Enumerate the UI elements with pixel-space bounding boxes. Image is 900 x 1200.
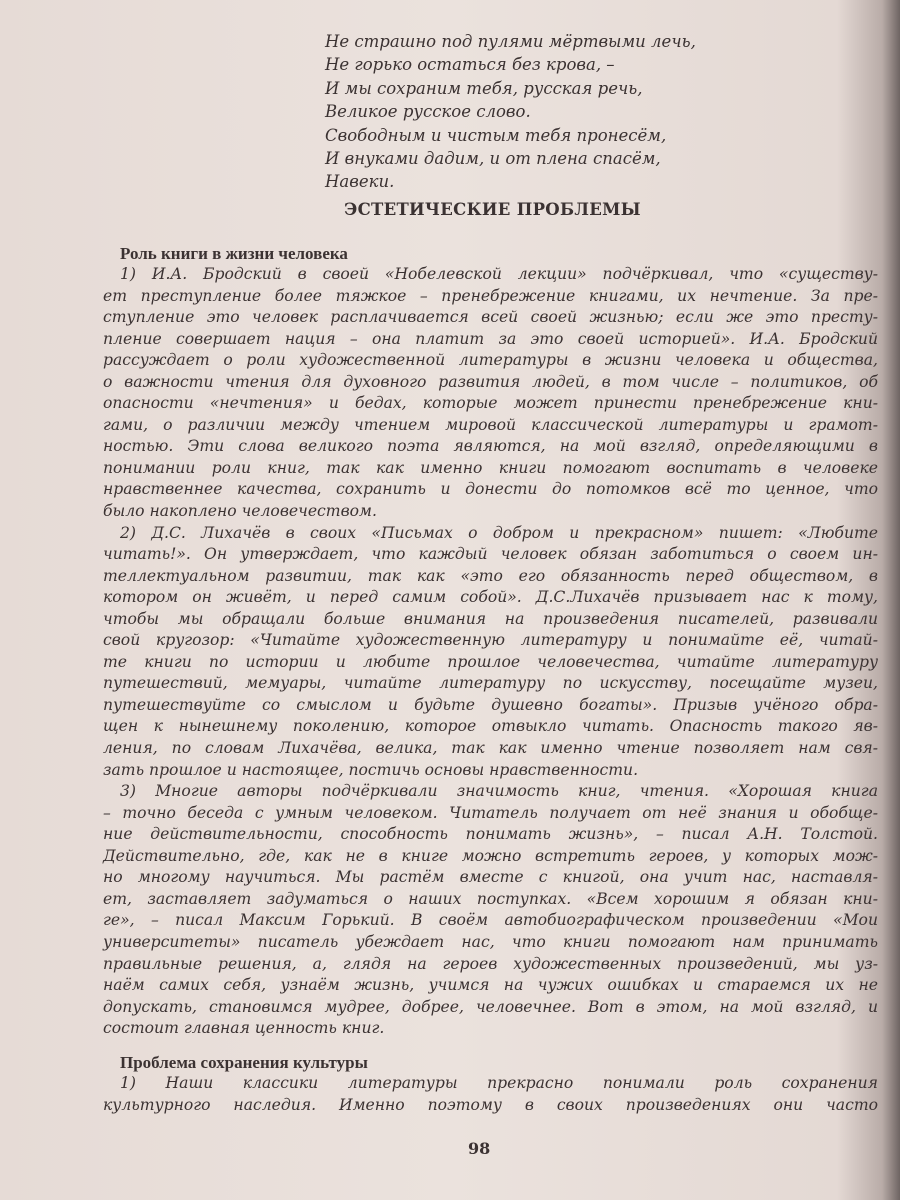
text-line: понимании роли книг, так как именно книги помогают воспитать в человеке bbox=[103, 458, 878, 477]
section-title: ЭСТЕТИЧЕСКИЕ ПРОБЛЕМЫ bbox=[344, 200, 641, 219]
text-line: ления, по словам Лихачёва, велика, так как именно чтение позволяет нам свя- bbox=[103, 739, 878, 758]
text-line: было накоплено человечеством. bbox=[103, 502, 377, 521]
text-line: гами, о различии между чтением мировой классической литературы и грамот- bbox=[103, 415, 878, 434]
text-line: нравственнее качества, сохранить и донести до потомков всё то ценное, что bbox=[103, 480, 878, 499]
poem-line: Не страшно под пулями мёртвыми лечь, bbox=[325, 32, 696, 51]
text-line: путешествий, мемуары, читайте литературу по искусству, посещайте музеи, bbox=[103, 674, 878, 693]
page-number: 98 bbox=[468, 1139, 491, 1158]
text-line: пление совершает нация – она платит за это своей историей». И.А. Бродский bbox=[103, 329, 878, 348]
text-line: путешествуйте со смыслом и будьте душевно богаты». Призыв учёного обра- bbox=[103, 695, 878, 714]
topic-title-culture: Проблема сохранения культуры bbox=[120, 1053, 368, 1072]
paragraph bbox=[103, 264, 878, 523]
text-line: состоит главная ценность книг. bbox=[103, 1019, 385, 1038]
text-line: университеты» писатель убеждает нас, что книги помогают нам принимать bbox=[103, 932, 878, 951]
text-line: ге», – писал Максим Горький. В своём автобиографическом произведении «Мои bbox=[103, 911, 878, 930]
poem-line: И внуками дадим, и от плена спасём, bbox=[325, 149, 661, 169]
poem-line: Не горько остаться без крова, – bbox=[325, 55, 615, 75]
text-line: рассуждает о роли художественной литературы в жизни человека и общества, bbox=[103, 351, 878, 370]
poem-line: И мы сохраним тебя, русская речь, bbox=[325, 78, 643, 98]
poem-line: Свободным и чистым тебя пронесём, bbox=[325, 125, 667, 145]
text-line: ступление это человек расплачивается всей своей жизнью; если же это престу- bbox=[103, 308, 878, 327]
text-line: опасности «нечтения» и бедах, которые может принести пренебрежение кни- bbox=[103, 394, 878, 413]
text-line: ностью. Эти слова великого поэта являются, на мой взгляд, определяющими в bbox=[103, 437, 878, 456]
text-line: чтобы мы обращали больше внимания на произведения писателей, развивали bbox=[103, 609, 878, 628]
text-line: те книги по истории и любите прошлое человечества, читайте литературу bbox=[103, 652, 878, 671]
text-line: зать прошлое и настоящее, постичь основы нравственности. bbox=[103, 760, 639, 779]
text-line: правильные решения, а, глядя на героев художественных произведений, мы уз- bbox=[103, 954, 878, 973]
topic-body-culture bbox=[103, 1073, 878, 1116]
text-line: щен к нынешнему поколению, которое отвыкло читать. Опасность такого яв- bbox=[103, 717, 878, 736]
text-line: ние действительности, способность понимать жизнь», – писал А.Н. Толстой. bbox=[103, 825, 878, 844]
text-line: – точно беседа с умным человеком. Читатель получает от неё знания и обобще- bbox=[103, 803, 878, 822]
poem-excerpt bbox=[325, 30, 696, 194]
text-line: читать!». Он утверждает, что каждый человек обязан заботиться о своем ин- bbox=[103, 545, 878, 564]
text-line: культурного наследия. Именно поэтому в своих произведениях они часто bbox=[103, 1095, 878, 1114]
text-line: 3) Многие авторы подчёркивали значимость книг, чтения. «Хорошая книга bbox=[120, 782, 878, 801]
poem-line: Навеки. bbox=[325, 172, 395, 192]
text-line: 1) Наши классики литературы прекрасно понимали роль сохранения bbox=[120, 1074, 878, 1092]
text-line: о важности чтения для духовного развития людей, в том числе – политиков, об bbox=[103, 372, 878, 391]
text-line: теллектуальном развитии, так как «это его обязанность перед обществом, в bbox=[103, 566, 878, 585]
text-line: котором он живёт, и перед самим собой». Д.С.Лихачёв призывает нас к тому, bbox=[103, 588, 878, 607]
text-line: ет преступление более тяжкое – пренебрежение книгами, их нечтение. За пре- bbox=[103, 286, 878, 305]
topic-body-book-role bbox=[103, 264, 878, 1040]
text-line: наём самих себя, узнаём жизнь, учимся на чужих ошибках и стараемся их не bbox=[103, 976, 878, 995]
text-line: 2) Д.С. Лихачёв в своих «Письмах о добром и прекрасном» пишет: «Любите bbox=[120, 523, 878, 542]
text-line: свой кругозор: «Читайте художественную литературу и понимайте её, читай- bbox=[103, 631, 878, 650]
text-line: ет, заставляет задуматься о наших поступках. «Всем хорошим я обязан кни- bbox=[103, 889, 878, 908]
text-line: Действительно, где, как не в книге можно встретить героев, у которых мож- bbox=[103, 846, 878, 865]
paragraph bbox=[103, 781, 878, 1040]
text-line: допускать, становимся мудрее, добрее, человечнее. Вот в этом, на мой взгляд, и bbox=[103, 997, 878, 1016]
poem-line: Великое русское слово. bbox=[325, 102, 531, 122]
text-line: 1) И.А. Бродский в своей «Нобелевской лекции» подчёркивал, что «существу- bbox=[120, 265, 878, 283]
text-line: но многому научиться. Мы растём вместе с книгой, она учит нас, наставля- bbox=[103, 868, 878, 887]
paragraph bbox=[103, 523, 878, 782]
paragraph bbox=[103, 1073, 878, 1116]
topic-title-book-role: Роль книги в жизни человека bbox=[120, 244, 348, 263]
